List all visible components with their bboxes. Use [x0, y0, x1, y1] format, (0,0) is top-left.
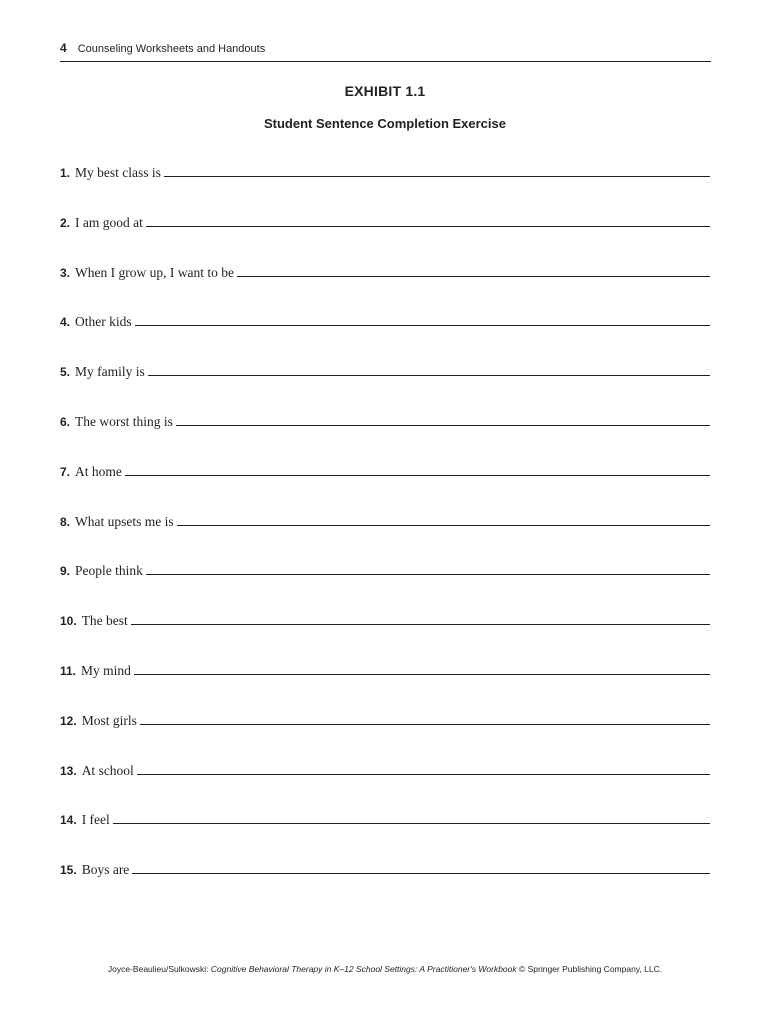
item-number: 13. [60, 763, 77, 778]
sentence-completion-list [60, 164, 710, 911]
item-number: 3. [60, 265, 71, 280]
running-head-title: Counseling Worksheets and Handouts [77, 43, 266, 55]
list-item [60, 662, 710, 712]
item-number: 12. [60, 713, 77, 728]
list-item [60, 313, 710, 363]
item-number: 7. [60, 464, 71, 479]
answer-blank-line[interactable] [135, 313, 710, 326]
item-stem: People think [75, 563, 143, 579]
footer-book-title: Cognitive Behavioral Therapy in K–12 School Settings: A Practitioner's Workbook [210, 964, 517, 974]
answer-blank-line[interactable] [237, 264, 710, 277]
running-head [60, 41, 710, 56]
item-stem: My best class is [75, 165, 161, 180]
item-number: 4. [60, 315, 71, 330]
answer-blank-line[interactable] [177, 513, 710, 526]
item-number: 1. [60, 166, 71, 180]
item-number: 8. [60, 514, 71, 529]
item-number: 5. [60, 365, 71, 380]
answer-blank-line[interactable] [176, 413, 710, 426]
item-stem: Other kids [75, 314, 132, 330]
header-rule [60, 61, 711, 62]
list-item [60, 463, 710, 513]
answer-blank-line[interactable] [113, 811, 710, 824]
answer-blank-line[interactable] [140, 712, 710, 725]
item-number: 2. [60, 215, 71, 230]
item-stem: When I grow up, I want to be [75, 264, 234, 280]
answer-blank-line[interactable] [146, 562, 710, 575]
footer-authors: Joyce-Beaulieu/Sulkowski: [107, 964, 211, 974]
list-item [60, 712, 710, 762]
item-stem: I am good at [75, 214, 143, 230]
list-item [60, 861, 710, 911]
list-item [60, 164, 710, 214]
answer-blank-line[interactable] [131, 612, 710, 625]
item-stem: At school [81, 762, 134, 778]
footer-copyright: © Springer Publishing Company, LLC. [516, 964, 663, 974]
item-stem: I feel [81, 812, 110, 828]
answer-blank-line[interactable] [125, 463, 710, 476]
item-stem: My mind [81, 662, 131, 678]
item-number: 10. [60, 614, 77, 629]
answer-blank-line[interactable] [134, 662, 710, 675]
list-item [60, 612, 710, 662]
list-item [60, 363, 710, 413]
item-stem: At home [75, 463, 122, 479]
list-item [60, 762, 710, 812]
item-stem: What upsets me is [75, 513, 174, 529]
exhibit-title: Student Sentence Completion Exercise [263, 116, 506, 131]
item-stem: My family is [75, 364, 145, 380]
answer-blank-line[interactable] [137, 762, 710, 775]
list-item [60, 214, 710, 264]
item-number: 15. [60, 863, 77, 878]
item-stem: Most girls [81, 712, 137, 728]
list-item [60, 264, 710, 314]
page-number: 4 [60, 41, 67, 55]
list-item [60, 413, 710, 463]
answer-blank-line[interactable] [148, 363, 710, 376]
item-stem: The worst thing is [75, 413, 173, 429]
item-number: 14. [60, 813, 77, 828]
item-number: 6. [60, 414, 71, 429]
list-item [60, 562, 710, 612]
item-stem: The best [81, 613, 128, 629]
list-item [60, 513, 710, 563]
item-stem: Boys are [81, 862, 130, 878]
exhibit-label: EXHIBIT 1.1 [344, 83, 426, 99]
item-number: 11. [60, 663, 77, 678]
list-item [60, 811, 710, 861]
answer-blank-line[interactable] [146, 214, 710, 227]
item-number: 9. [60, 564, 71, 579]
answer-blank-line[interactable] [132, 861, 710, 874]
footer-citation [0, 964, 770, 974]
answer-blank-line[interactable] [164, 164, 710, 177]
